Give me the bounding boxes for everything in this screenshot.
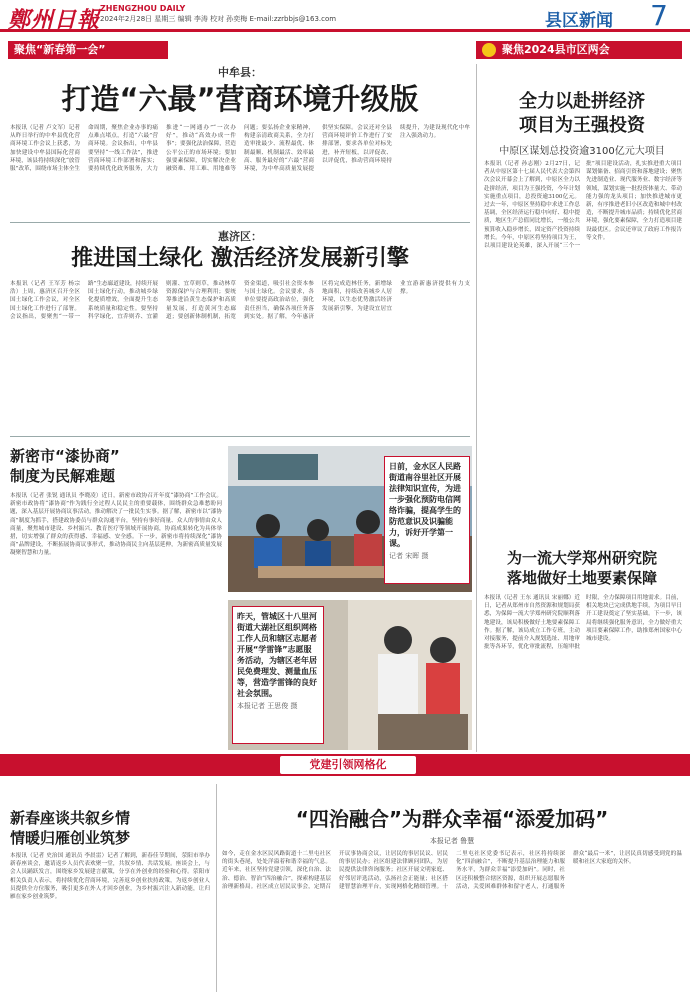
article2-headline: 推进国土绿化 激活经济发展新引擎 — [71, 246, 409, 271]
article5-headline — [10, 808, 210, 848]
article2-body — [10, 280, 470, 430]
article4-body — [10, 492, 222, 750]
article2-text: 本报讯（记者 王军芳 杨宗浩）上周，惠济区召开全区国土绿化工作会议，对全区国土绿化工作进行了部署。会议指出，要聚焦“一带一路”生态廊道建设，持续开展国土绿化行动，推动城乡绿化提质增效，全面提升生态系统质量和稳定性。要坚持科学绿化，宜乔则乔、宜灌则灌、宜草则草，推动林草资源保护与合理利用；要统筹推进沿黄生态保护和高质量发展，打造黄河生态廊道；要创新体制机制，拓宽资金渠道，吸引社会资本参与国土绿化。会议要求，各单位要提高政治站位，强化责任担当，确保各项任务落到实处。据了解，今年惠济区将完成造林任务，新增绿地面积，持续改善城乡人居环境，以生态优势激活经济发展新引擎，为建设宜居宜业宜游新惠济提供有力支撑。 — [10, 281, 470, 320]
photo1-credit: 记者 宋晖 摄 — [389, 552, 429, 560]
masthead-info — [100, 4, 336, 24]
article7-byline: 本报记者 鲁慧 — [429, 837, 475, 845]
emblem-icon — [482, 43, 496, 57]
banner-left-label: 聚焦“新春第一会” — [14, 43, 106, 56]
divider — [10, 222, 470, 223]
photo1-caption-text: 日前，金水区人民路街道南谷里社区开展法律知识宣传，为进一步强化预防电信网络诈骗，提高学生的防范意识及识骗能力，诉好开学第一课。 — [389, 462, 461, 548]
article7-headline: “四治融合”为群众幸福“添爱加码” — [295, 807, 609, 831]
article3-headline-line2: 项目为王强投资 — [519, 115, 645, 136]
article3-body — [484, 160, 682, 530]
article5-headline-line1: 新春座谈共叙乡情 — [10, 809, 131, 827]
article4-headline-line1: 新密市“漆协商” — [10, 447, 120, 465]
divider — [10, 436, 470, 437]
masthead-subtitle: ZHENGZHOU DAILY — [100, 4, 186, 13]
article6-headline-line1: 为一流大学郑州研究院 — [506, 549, 657, 567]
article6-text: 本报讯（记者 王东 通讯员 宋丽娜）近日，记者从郑州市自然资源和规划局获悉，为保障一流大学郑州研究院顺利落地建设，该局积极做好土地要素保障工作。据了解，该局成立工作专班，主动对接服务，提前介入规划选址、用地审批等各环节，优化审批流程，压缩审批时限，全力保障项目用地需求。目前，相关地块已完成供地手续，为项目早日开工建设奠定了坚实基础。下一步，该局将继续强化服务意识，全力做好重大项目要素保障工作，助推郑州国家中心城市建设。 — [484, 595, 682, 651]
article3-subhead: 中原区谋划总投资逾3100亿元大项目 — [499, 146, 665, 157]
article1-headline: 打造“六最”营商环境升级版 — [61, 82, 419, 116]
photo2-caption-text: 昨天，管城区十八里河街道大湖社区组织网格工作人员和辖区志愿者开展“学雷锋”志愿服务活动，为辖区老年居民免费理发、测量血压等，营造学雷锋的良好社会氛围。 — [237, 612, 317, 698]
article1-body — [10, 124, 470, 216]
article1-text: 本报讯（记者 卢文军）记者从昨日举行的中牟县优化营商环境工作会议上获悉，为加快建设中牟县国际化营商环境，该县将持续深化“放管服”改革，围绕市场主体全生命周期，聚焦企业办事的痛点难点堵点，打造“六最”营商环境。会议指出，中牟县要坚持“一线工作法”，推进营商环境工作部署和落实；要持续优化政务服务，大力推进“一网通办”“一次办好”，推动“高效办成一件事”；要强化法治保障，营造公平公正的市场环境；要加强要素保障，切实解决企业融资难、用工难、用地难等问题；要弘扬企业家精神，构建亲清政商关系，全力打造审批最少、流程最优、体制最顺、机制最活、效率最高、服务最好的“六最”营商环境，为中牟高质量发展提供坚实保障。会议还对全县营商环境评价工作进行了安排部署，要求各单位对标先进，补齐短板，以评促改、以评促优，推动营商环境持续提升，为建设现代化中牟注入强劲动力。 — [10, 125, 470, 173]
article5-text: 本报讯（记者 史治国 通讯员 李晨雷）记者了解到，新春佳节期间，荥阳市举办新春座谈会，邀请返乡人员代表欢聚一堂，共叙乡情、共话发展。座谈会上，与会人员踊跃发言，围绕家乡发展建言献策，分享在外创业的经验和心得。荥阳市相关负责人表示，将持续优化营商环境，完善返乡创业扶持政策，为返乡创业人员提供全方位服务，吸引更多在外人才回乡创业，为乡村振兴注入新动能，让归雁在家乡创业筑梦。 — [10, 853, 210, 901]
article6-body — [484, 594, 682, 750]
photo2-credit: 本报记者 王思俊 摄 — [237, 702, 298, 710]
article3-text: 本报讯（记者 孙志刚）2月27日，记者从中原区第十七届人民代表大会第四次会议开幕会上了解到，中原区全力以赴拼经济，项目为王强投资，今年计划实施重点项目，总投资逾3100亿元。过去一年，中原区坚持稳中求进工作总基调，全区经济运行稳中向好、稳中提质，地区生产总值同比增长，一般公共预算收入稳步增长，固定资产投资持续增长。今年，中原区将坚持项目为王，以项目建设论英雄，深入开展“三个一批”项目建设活动，扎实推进重大项目谋划储备、招商引资和落地建设；聚焦先进制造业、现代服务业、数字经济等领域，谋划实施一批投资体量大、带动能力强的龙头项目；加快推进城市更新，有序推进老旧小区改造和城中村改造，不断提升城市品质；持续优化营商环境，强化要素保障，全力打造项目建设最优区。会议还审议了政府工作报告等文件。 — [484, 161, 682, 250]
article5-body — [10, 852, 210, 992]
masthead — [0, 0, 690, 32]
article6-headline — [482, 548, 682, 588]
article4-headline-line2: 制度为民解难题 — [10, 467, 116, 485]
article7-body — [222, 850, 682, 992]
banner-new-year-meeting — [8, 41, 168, 59]
party-building-banner — [0, 754, 690, 776]
column-divider — [216, 784, 217, 992]
photo2-caption — [232, 606, 324, 744]
party-banner-label: 党建引领网格化 — [280, 756, 416, 774]
banner-right-label: 聚焦2024县市区两会 — [502, 43, 610, 56]
section-title: 县区新闻 — [545, 11, 613, 31]
article4-headline — [10, 446, 180, 486]
masthead-date-line: 2024年2月28日 星期三 编辑 李涛 校对 孙奕梅 E-mail:zzrbbjs@163.com — [100, 15, 337, 23]
article3-headline — [482, 90, 682, 138]
article3-headline-line1: 全力以赴拼经济 — [519, 91, 645, 112]
banner-two-sessions — [476, 41, 682, 59]
article5-headline-line2: 情暖归雁创业筑梦 — [10, 829, 131, 847]
photo1-caption — [384, 456, 470, 584]
article2-kicker: 惠济区： — [218, 230, 262, 243]
article4-text: 本报讯（记者 张锐 通讯员 李晓凌）近日，新密市政协召开年度“漆协商”工作会议。新密市政协将“漆协商”作为践行全过程人民民主的重要载体，围绕群众急难愁盼问题，深入基层开展协商议事活动，推动解决了一批民生实事。据了解，新密市以“漆协商”制度为抓手，搭建政协委员与群众沟通平台，坚持有事好商量、众人的事情由众人商量，聚焦城市建设、乡村振兴、教育医疗等领域开展协商，协商成果转化为具体举措，切实增强了群众的获得感、幸福感、安全感。下一步，新密市将持续深化“漆协商”品牌建设，不断拓展协商议事形式，推动协商民主向基层延伸，为新密高质量发展凝聚智慧和力量。 — [10, 493, 222, 557]
page-number: 7 — [650, 0, 668, 32]
article6-headline-line2: 落地做好土地要素保障 — [506, 569, 657, 587]
article7-text: 如今，走在金水区民风路街道十二里屯社区的街头巷尾，处处洋溢着和谐幸福的气息。近年来，社区坚持党建引领，深化自治、法治、德治、智治“四治融合”，探索构建基层治理新格局。社区成立居民议事会，定期召开议事协商会议，让居民的事居民议、居民的事居民办；社区组建法律顾问团队，为居民提供法律咨询服务；社区开展文明家庭、好邻居评选活动，弘扬社会正能量；社区搭建智慧治理平台，实现网格化精细管理。十二里屯社区党委书记表示，社区将持续深化“四治融合”，不断提升基层治理能力和服务水平，为群众幸福“添爱加码”。同时，社区还积极整合辖区资源，组织开展志愿服务活动，关爱困难群体和留守老人，打通服务群众“最后一米”，让居民真切感受到党的温暖和社区大家庭的关怀。 — [222, 851, 682, 890]
article1-kicker: 中牟县： — [218, 66, 262, 79]
column-divider — [476, 64, 477, 752]
newspaper-logo: 鄭州日報 — [8, 7, 101, 33]
